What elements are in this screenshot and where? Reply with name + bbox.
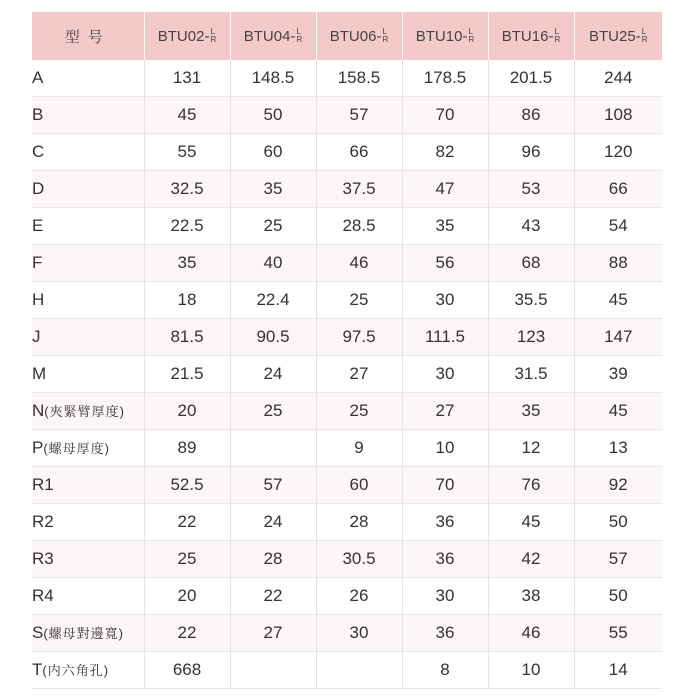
value-cell: 31.5 [488, 356, 574, 393]
row-label: T [32, 660, 43, 679]
model-name: BTU16- [501, 27, 554, 45]
row-label: M [32, 364, 47, 383]
row-label: D [32, 179, 45, 198]
value-cell: 13 [574, 430, 662, 467]
value-cell: 32.5 [144, 171, 230, 208]
value-cell: 35 [230, 171, 316, 208]
model-header [574, 12, 662, 60]
value-cell: 50 [230, 97, 316, 134]
value-cell: 10 [402, 430, 488, 467]
row-label-cell [32, 245, 144, 282]
row-label: A [32, 68, 44, 87]
value-cell: 22 [144, 504, 230, 541]
model-suffix-top: L [468, 27, 473, 36]
value-cell: 55 [574, 615, 662, 652]
table-row [32, 504, 662, 541]
row-note: (螺母對邊寬) [43, 626, 125, 641]
table-row [32, 652, 662, 689]
row-label-cell [32, 504, 144, 541]
model-suffix-bottom: R [554, 35, 561, 44]
value-cell: 20 [144, 393, 230, 430]
row-note: (螺母厚度) [43, 441, 111, 456]
row-label-cell [32, 282, 144, 319]
value-cell: 57 [316, 97, 402, 134]
row-label-cell [32, 319, 144, 356]
value-cell: 70 [402, 467, 488, 504]
value-cell: 30.5 [316, 541, 402, 578]
table-row [32, 615, 662, 652]
value-cell: 82 [402, 134, 488, 171]
table-row [32, 393, 662, 430]
value-cell: 8 [402, 652, 488, 689]
value-cell: 37.5 [316, 171, 402, 208]
model-suffix-top: L [554, 27, 559, 36]
value-cell: 30 [402, 578, 488, 615]
value-cell: 89 [144, 430, 230, 467]
row-label: E [32, 216, 44, 235]
row-label-cell [32, 467, 144, 504]
model-header [144, 12, 230, 60]
value-cell: 36 [402, 504, 488, 541]
value-cell: 45 [144, 97, 230, 134]
value-cell [230, 652, 316, 689]
value-cell: 81.5 [144, 319, 230, 356]
table-row [32, 430, 662, 467]
model-suffix-top: L [641, 27, 647, 36]
row-label: B [32, 105, 44, 124]
row-note: (内六角孔) [42, 663, 110, 678]
value-cell: 9 [316, 430, 402, 467]
value-cell: 39 [574, 356, 662, 393]
table-row [32, 282, 662, 319]
value-cell: 668 [144, 652, 230, 689]
value-cell: 50 [574, 504, 662, 541]
row-label: J [32, 327, 41, 346]
value-cell: 27 [402, 393, 488, 430]
value-cell: 36 [402, 615, 488, 652]
value-cell: 27 [316, 356, 402, 393]
row-label: R2 [32, 512, 54, 531]
row-label-cell [32, 430, 144, 467]
value-cell: 18 [144, 282, 230, 319]
table-row [32, 467, 662, 504]
table-row [32, 319, 662, 356]
table-row [32, 245, 662, 282]
value-cell: 30 [402, 356, 488, 393]
value-cell: 22.5 [144, 208, 230, 245]
value-cell: 55 [144, 134, 230, 171]
value-cell: 22 [144, 615, 230, 652]
row-label-cell [32, 171, 144, 208]
value-cell: 45 [488, 504, 574, 541]
table-row [32, 578, 662, 615]
value-cell: 76 [488, 467, 574, 504]
value-cell: 25 [230, 393, 316, 430]
row-label-cell [32, 393, 144, 430]
table-row [32, 171, 662, 208]
value-cell: 26 [316, 578, 402, 615]
row-note: (夾緊臂厚度) [44, 404, 125, 419]
row-label: C [32, 142, 45, 161]
table-row [32, 134, 662, 171]
value-cell: 12 [488, 430, 574, 467]
value-cell: 46 [316, 245, 402, 282]
value-cell: 70 [402, 97, 488, 134]
value-cell: 148.5 [230, 60, 316, 97]
value-cell: 201.5 [488, 60, 574, 97]
value-cell: 27 [230, 615, 316, 652]
value-cell: 57 [230, 467, 316, 504]
row-label: F [32, 253, 43, 272]
value-cell: 50 [574, 578, 662, 615]
value-cell: 244 [574, 60, 662, 97]
model-name: BTU10- [415, 27, 468, 45]
value-cell: 25 [230, 208, 316, 245]
model-name: BTU02- [157, 27, 210, 45]
row-label-cell [32, 541, 144, 578]
value-cell: 88 [574, 245, 662, 282]
model-suffix-bottom: R [641, 35, 648, 44]
dimension-table [32, 12, 662, 689]
value-cell: 25 [316, 282, 402, 319]
model-header [402, 12, 488, 60]
row-label-cell [32, 97, 144, 134]
value-cell: 60 [230, 134, 316, 171]
value-cell: 40 [230, 245, 316, 282]
value-cell: 66 [316, 134, 402, 171]
value-cell: 97.5 [316, 319, 402, 356]
value-cell: 131 [144, 60, 230, 97]
table-row [32, 356, 662, 393]
value-cell: 35.5 [488, 282, 574, 319]
value-cell: 22 [230, 578, 316, 615]
value-cell: 30 [402, 282, 488, 319]
value-cell: 38 [488, 578, 574, 615]
table-row [32, 541, 662, 578]
value-cell: 53 [488, 171, 574, 208]
model-suffix-bottom: R [210, 35, 217, 44]
model-suffix-bottom: R [468, 35, 475, 44]
value-cell: 22.4 [230, 282, 316, 319]
model-suffix-bottom: R [382, 35, 389, 44]
row-label-cell [32, 134, 144, 171]
value-cell: 25 [144, 541, 230, 578]
table-row [32, 208, 662, 245]
model-name: BTU06- [329, 27, 382, 45]
value-cell: 30 [316, 615, 402, 652]
value-cell: 68 [488, 245, 574, 282]
value-cell: 66 [574, 171, 662, 208]
row-label-cell [32, 60, 144, 97]
value-cell: 42 [488, 541, 574, 578]
model-header [230, 12, 316, 60]
header-row [32, 12, 662, 60]
row-label: S [32, 623, 44, 642]
value-cell: 24 [230, 356, 316, 393]
value-cell: 35 [488, 393, 574, 430]
value-cell: 36 [402, 541, 488, 578]
value-cell: 10 [488, 652, 574, 689]
row-label: R1 [32, 475, 54, 494]
value-cell: 54 [574, 208, 662, 245]
model-header-label: 型号 [32, 12, 144, 60]
row-label-cell [32, 578, 144, 615]
model-name: BTU25- [589, 27, 641, 45]
value-cell: 90.5 [230, 319, 316, 356]
value-cell: 52.5 [144, 467, 230, 504]
value-cell: 147 [574, 319, 662, 356]
value-cell: 47 [402, 171, 488, 208]
value-cell: 178.5 [402, 60, 488, 97]
row-label-cell [32, 652, 144, 689]
value-cell: 108 [574, 97, 662, 134]
value-cell: 28 [230, 541, 316, 578]
value-cell: 25 [316, 393, 402, 430]
value-cell: 57 [574, 541, 662, 578]
row-label-cell [32, 615, 144, 652]
value-cell: 45 [574, 393, 662, 430]
value-cell: 28 [316, 504, 402, 541]
value-cell: 120 [574, 134, 662, 171]
row-label: P [32, 438, 44, 457]
value-cell: 24 [230, 504, 316, 541]
row-label: R3 [32, 549, 54, 568]
row-label: N [32, 401, 45, 420]
value-cell: 45 [574, 282, 662, 319]
model-header [316, 12, 402, 60]
value-cell: 158.5 [316, 60, 402, 97]
value-cell: 92 [574, 467, 662, 504]
value-cell: 21.5 [144, 356, 230, 393]
model-header [488, 12, 574, 60]
value-cell: 20 [144, 578, 230, 615]
model-suffix-bottom: R [296, 35, 303, 44]
value-cell: 111.5 [402, 319, 488, 356]
row-label: H [32, 290, 45, 309]
model-suffix-top: L [382, 27, 387, 36]
model-suffix-top: L [210, 27, 215, 36]
row-label-cell [32, 208, 144, 245]
model-name: BTU04- [243, 27, 296, 45]
value-cell: 60 [316, 467, 402, 504]
table-body [32, 60, 662, 689]
row-label: R4 [32, 586, 54, 605]
value-cell: 35 [144, 245, 230, 282]
value-cell: 43 [488, 208, 574, 245]
value-cell: 46 [488, 615, 574, 652]
value-cell: 35 [402, 208, 488, 245]
table-row [32, 60, 662, 97]
value-cell: 96 [488, 134, 574, 171]
value-cell: 123 [488, 319, 574, 356]
row-label-cell [32, 356, 144, 393]
value-cell: 86 [488, 97, 574, 134]
value-cell: 28.5 [316, 208, 402, 245]
value-cell: 14 [574, 652, 662, 689]
value-cell [316, 652, 402, 689]
value-cell [230, 430, 316, 467]
table-row [32, 97, 662, 134]
model-suffix-top: L [296, 27, 301, 36]
value-cell: 56 [402, 245, 488, 282]
